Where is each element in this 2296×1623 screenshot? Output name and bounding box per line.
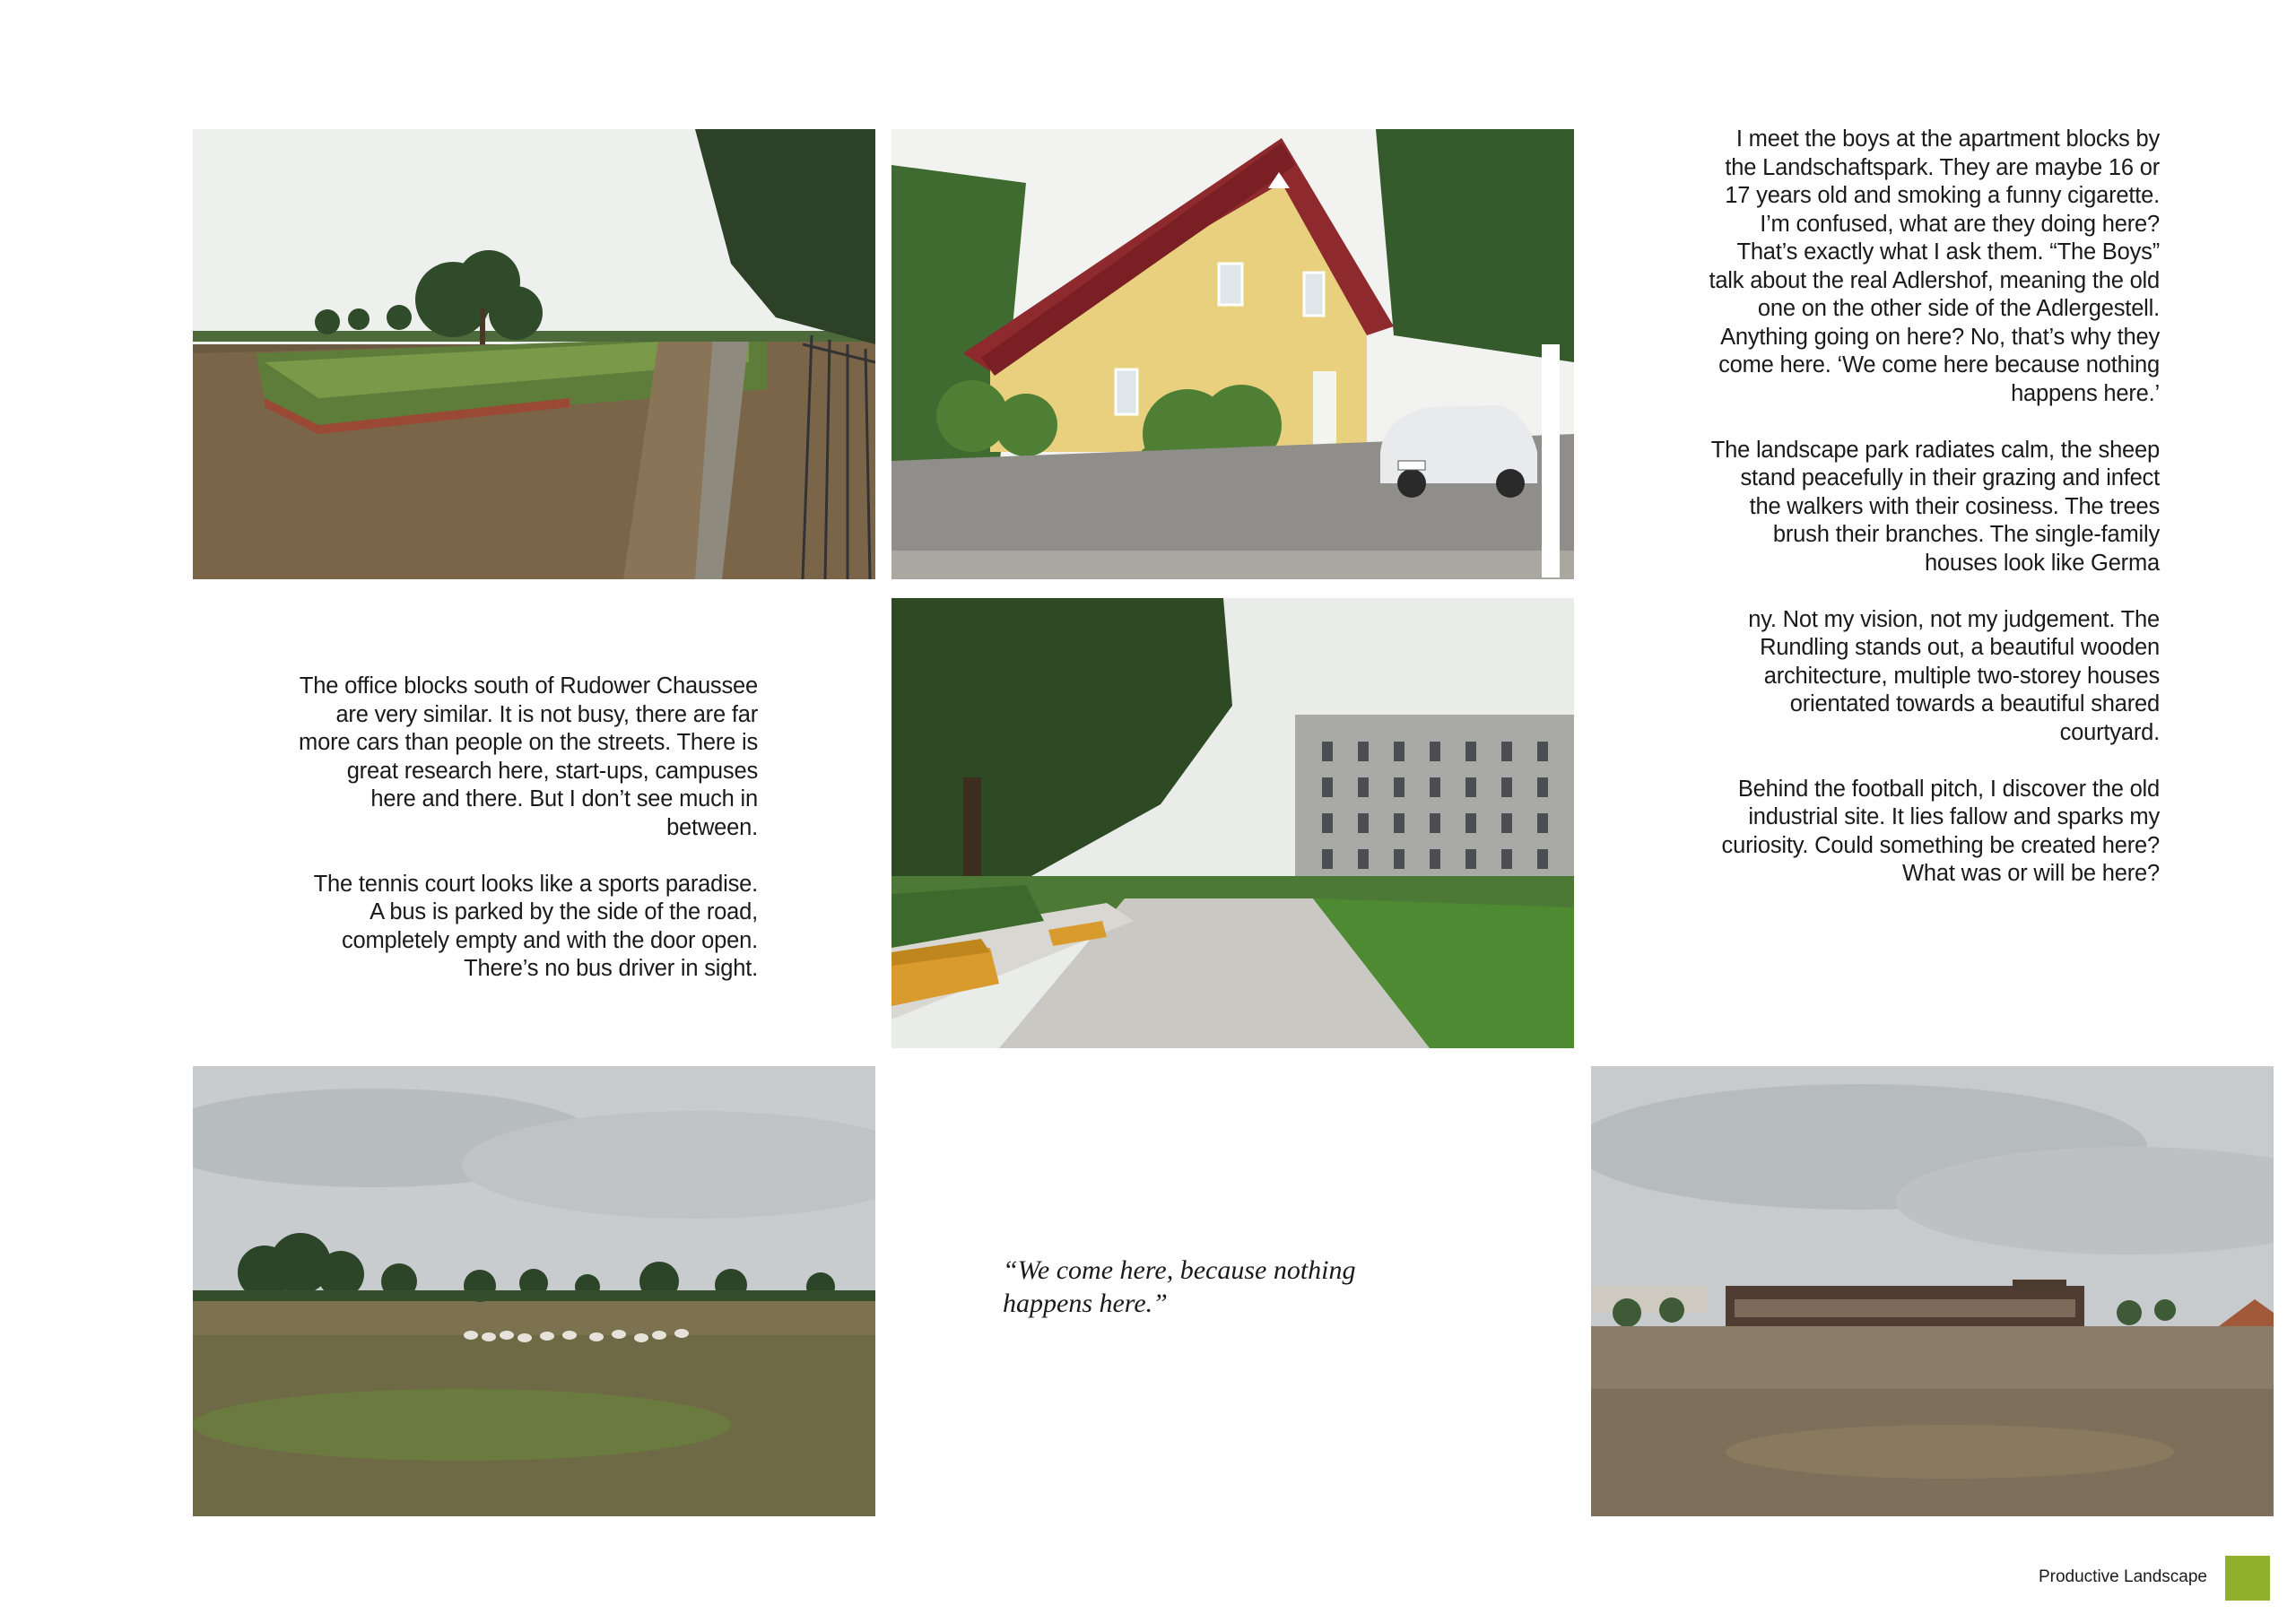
photo-industrial-site xyxy=(1591,1066,2274,1516)
photo-yellow-house xyxy=(891,129,1574,579)
right-paragraph-4: Behind the football pitch, I discover the old industrial site. It lies fallow and sparks my curiosity. Could something be created here? What was or will be here? xyxy=(1721,776,2160,886)
right-paragraph-3: ny. Not my vision, not my judgement. The Rundling stands out, a beautiful wooden architecture, multiple two-storey houses orientated towards a beautiful shared courtyard. xyxy=(1748,606,2160,745)
footer-accent-square xyxy=(2225,1556,2270,1601)
photo-meadow-sheep xyxy=(193,1066,875,1516)
footer-section-label: Productive Landscape xyxy=(2038,1567,2207,1586)
left-paragraph-1: The office blocks south of Rudower Chaussee are very similar. It is not busy, there are far more cars than people on the streets. There is great research here, start-ups, campuses here and there. But I don’t see much in between. xyxy=(299,673,758,840)
pull-quote-line-1: “We come here, because nothing xyxy=(1003,1255,1356,1285)
pull-quote xyxy=(1003,1254,1505,1320)
right-text-column xyxy=(1704,126,2160,916)
photo-park-fenced-bed xyxy=(193,129,875,579)
pull-quote-line-2: happens here.” xyxy=(1003,1289,1168,1318)
photo-park-path-apartments xyxy=(891,598,1574,1048)
right-paragraph-2: The landscape park radiates calm, the sheep stand peacefully in their grazing and infect the walkers with their cosiness. The trees brush their branches. The single-family houses look like Germa xyxy=(1710,437,2160,576)
right-paragraph-1: I meet the boys at the apartment blocks by the Landschaftspark. They are maybe 16 or 17 years old and smoking a funny cigarette. I’m confused, what are they doing here? That’s exactly what I ask them. “The Boys” talk about the real Adlershof, meaning the old one on the other side of the Adlergestell. Anything going on here? No, that’s why they come here. ‘We come here because nothing happens here.’ xyxy=(1709,126,2160,406)
left-paragraph-2: The tennis court looks like a sports paradise. A bus is parked by the side of the road, completely empty and with the door open. There’s no bus driver in sight. xyxy=(313,871,758,981)
left-text-column xyxy=(296,673,758,1011)
